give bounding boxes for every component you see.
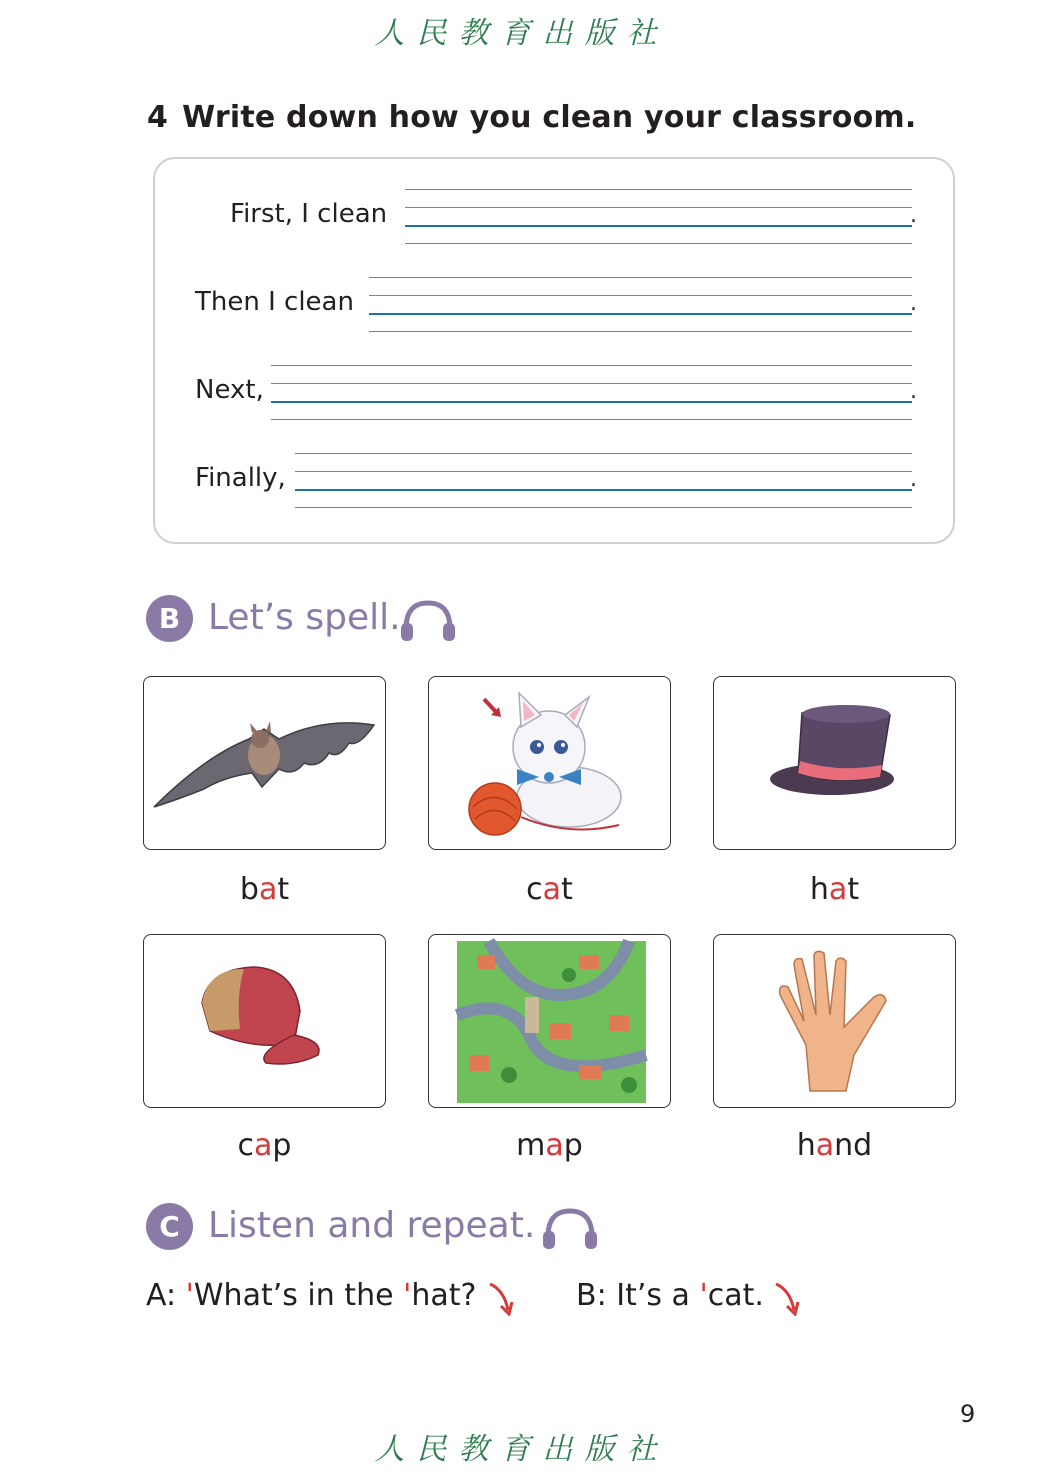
top-hat-icon xyxy=(714,677,956,850)
row-label-first: First, I clean xyxy=(230,199,388,229)
falling-intonation-icon xyxy=(486,1280,516,1316)
writing-row-then xyxy=(155,277,955,357)
section-c-badge: C xyxy=(146,1203,193,1250)
section-b-header xyxy=(146,595,476,645)
hand-icon xyxy=(714,935,956,1108)
publisher-watermark-top: 人民教育出版社 xyxy=(374,16,669,51)
picture-card-cap[interactable] xyxy=(143,934,386,1108)
cat-icon xyxy=(429,677,671,850)
falling-intonation-icon xyxy=(772,1280,802,1316)
row-period: . xyxy=(910,203,917,228)
question-text: Write down how you clean your classroom. xyxy=(182,100,917,135)
row-label-finally: Finally, xyxy=(195,463,286,493)
row-period: . xyxy=(910,379,917,404)
writing-row-finally xyxy=(155,453,955,533)
writing-row-next xyxy=(155,365,955,445)
spelling-word-hat: hat xyxy=(809,872,860,907)
row-label-next: Next, xyxy=(195,375,264,405)
picture-card-hat[interactable] xyxy=(713,676,956,850)
cap-icon xyxy=(144,935,386,1108)
answer-lines-first[interactable] xyxy=(405,189,912,249)
picture-card-bat[interactable] xyxy=(143,676,386,850)
question-4-title xyxy=(147,100,916,135)
spelling-word-bat: bat xyxy=(239,872,290,907)
writing-row-first xyxy=(155,189,955,269)
dialog-line-a: A: 'What’s in the 'hat? xyxy=(146,1278,477,1313)
headphones-icon[interactable] xyxy=(540,1207,600,1251)
row-label-then: Then I clean xyxy=(195,287,354,317)
answer-lines-next[interactable] xyxy=(271,365,912,425)
section-b-title: Let’s spell. xyxy=(208,597,401,638)
dialog-line-b: B: It’s a 'cat. xyxy=(576,1278,764,1313)
row-period: . xyxy=(910,291,917,316)
spelling-word-cap: cap xyxy=(237,1128,292,1163)
section-c-title: Listen and repeat. xyxy=(208,1205,536,1246)
answer-lines-then[interactable] xyxy=(369,277,912,337)
map-icon xyxy=(429,935,671,1108)
page-number: 9 xyxy=(960,1400,976,1428)
row-period: . xyxy=(910,467,917,492)
question-number: 4 xyxy=(147,100,169,135)
spelling-word-map: map xyxy=(516,1128,583,1163)
writing-box xyxy=(153,157,955,544)
picture-card-hand[interactable] xyxy=(713,934,956,1108)
spelling-word-cat: cat xyxy=(526,872,573,907)
publisher-watermark-bottom: 人民教育出版社 xyxy=(374,1432,669,1467)
bat-icon xyxy=(144,677,386,850)
section-c-header xyxy=(146,1203,616,1253)
answer-lines-finally[interactable] xyxy=(295,453,912,513)
picture-card-map[interactable] xyxy=(428,934,671,1108)
picture-card-cat[interactable] xyxy=(428,676,671,850)
spelling-word-hand: hand xyxy=(796,1128,873,1163)
section-b-badge: B xyxy=(146,595,193,642)
headphones-icon[interactable] xyxy=(398,599,458,643)
